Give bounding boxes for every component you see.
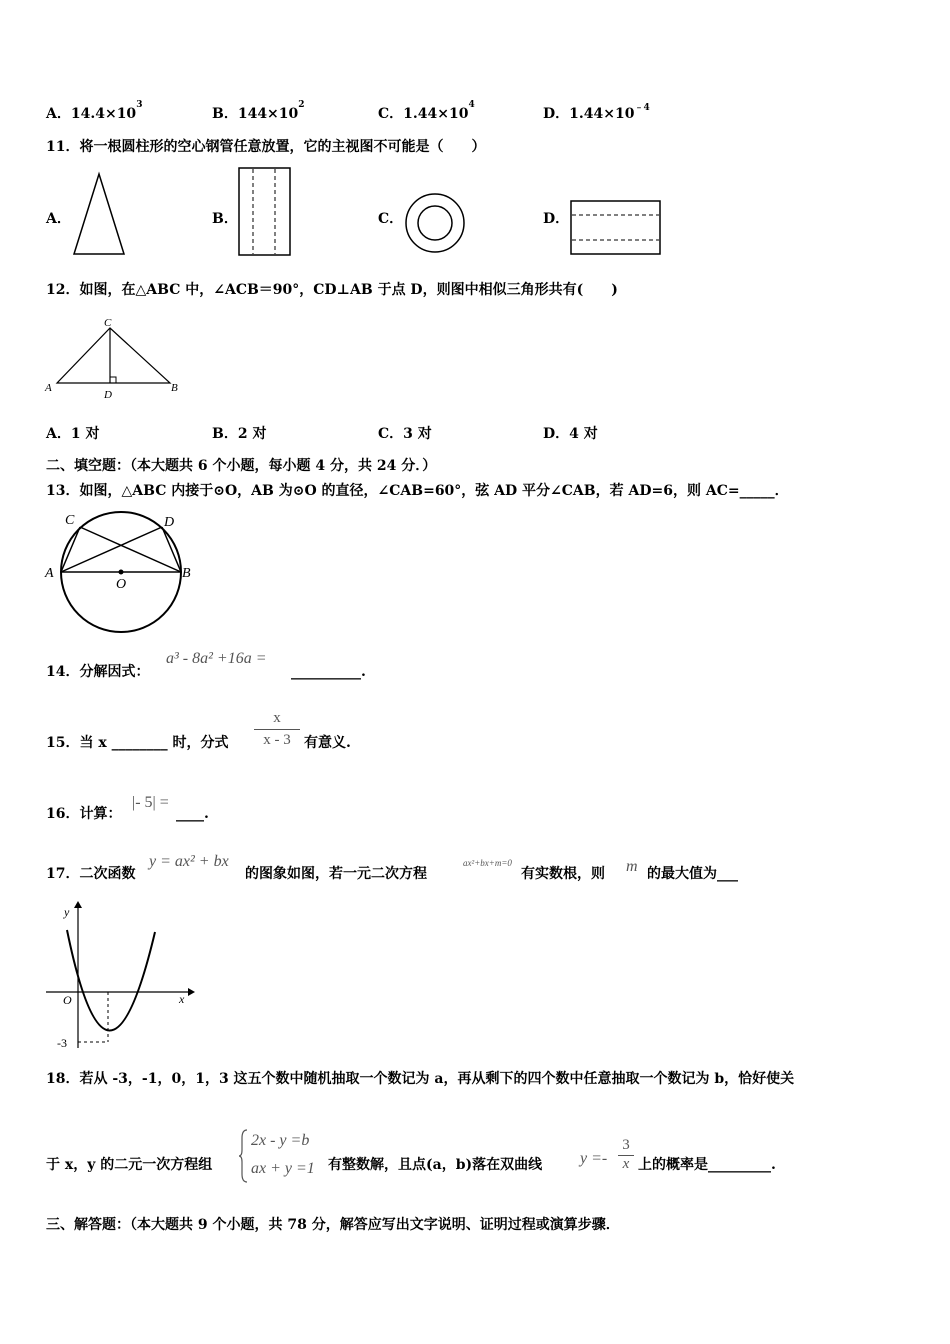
q18-curve-lhs: y =- xyxy=(580,1150,608,1167)
q11-option-c: C． xyxy=(378,211,404,227)
q13-label-c: C xyxy=(65,513,75,528)
q18-prefix: 于 x，y 的二元一次方程组 xyxy=(46,1157,213,1173)
q15-fraction xyxy=(254,710,300,749)
q18-brace xyxy=(239,1128,249,1184)
q11-option-a: A． xyxy=(46,211,71,227)
q12-option-a: A．1 对 xyxy=(46,426,100,442)
q17-label-minus3: -3 xyxy=(57,1036,67,1050)
q16-blank: ____. xyxy=(176,806,209,822)
q12-option-c: C．3 对 xyxy=(378,426,432,442)
q12-stem: 12．如图，在△ABC 中，∠ACB＝90°，CD⊥AB 于点 D，则图中相似三角形共有( ) xyxy=(46,282,618,298)
q17-label-y: y xyxy=(64,905,70,919)
q12-label-d: D xyxy=(104,389,112,401)
q17-mid2: 有实数根，则 xyxy=(521,866,605,882)
q18-equation-1: 2x - y =b xyxy=(251,1132,310,1149)
q18-suffix: 上的概率是_________. xyxy=(638,1157,776,1173)
q12-option-b: B．2 对 xyxy=(212,426,267,442)
q10-option-a: A．$14.4\times 10^3$ xyxy=(46,100,143,122)
q10-option-d: D．$1.44\times 10^{﹣4}$ xyxy=(543,103,650,122)
q14-prefix: 14．分解因式： xyxy=(46,664,150,680)
q13-label-a: A xyxy=(45,566,54,581)
q13-label-b: B xyxy=(182,566,191,581)
q18-mid: 有整数解，且点(a，b)落在双曲线 xyxy=(328,1157,543,1173)
q18-equation-2: ax + y =1 xyxy=(251,1160,315,1177)
q18-curve-numerator: 3 xyxy=(622,1137,630,1153)
q15-denominator: x - 3 xyxy=(254,729,300,749)
q17-suffix: 的最大值为___ xyxy=(647,866,738,882)
q11-option-b: B． xyxy=(212,211,238,227)
q14-expression: a³ - 8a² +16a = xyxy=(166,650,267,667)
section-3-heading: 三、解答题：（本大题共 9 个小题，共 78 分，解答应写出文字说明、证明过程或演算步骤． xyxy=(46,1217,620,1233)
q11-figure-c-rings xyxy=(404,192,466,254)
section-2-heading: 二、填空题：（本大题共 6 个小题，每小题 4 分，共 24 分．） xyxy=(46,458,437,474)
q15-suffix: 有意义. xyxy=(304,735,351,751)
q12-figure-triangle xyxy=(40,315,190,403)
q12-label-c: C xyxy=(104,317,112,329)
q13-stem: 13．如图，△ABC 内接于⊙O，AB 为⊙O 的直径，∠CAB=60°，弦 AD 平分∠CAB，若 AD=6，则 AC=_____． xyxy=(46,483,789,499)
q10-option-b: B．$144\times 10^2$ xyxy=(212,100,305,122)
q17-figure-parabola xyxy=(40,900,195,1055)
q17-label-o: O xyxy=(63,993,72,1007)
q15-numerator: x xyxy=(273,710,281,726)
q17-prefix: 17．二次函数 xyxy=(46,866,136,882)
q18-curve-fraction xyxy=(618,1137,634,1173)
q16-expression: |- 5| = xyxy=(132,794,169,811)
q16-prefix: 16．计算： xyxy=(46,806,122,822)
q17-function: y = ax² + bx xyxy=(149,853,229,870)
q15-prefix: 15．当 x ________ 时，分式 xyxy=(46,735,229,751)
q17-equation: ax²+bx+m=0 xyxy=(463,858,512,868)
q14-blank: __________. xyxy=(291,664,366,680)
q12-label-b: B xyxy=(171,382,178,394)
q13-figure-circle xyxy=(40,505,200,640)
q11-stem: 11．将一根圆柱形的空心钢管任意放置，它的主视图不可能是（ ） xyxy=(46,139,486,155)
q12-label-a: A xyxy=(45,382,52,394)
q11-option-d: D． xyxy=(543,211,570,227)
q17-var-m: m xyxy=(626,858,638,875)
q17-mid: 的图象如图，若一元二次方程 xyxy=(245,866,427,882)
q13-label-d: D xyxy=(164,515,175,530)
q11-figure-a-triangle xyxy=(72,172,127,256)
q10-option-c: C．$1.44\times 10^4$ xyxy=(378,100,475,122)
q12-option-d: D．4 对 xyxy=(543,426,598,442)
q18-line1: 18．若从 -3，-1，0，1，3 这五个数中随机抽取一个数记为 a，再从剩下的四个数中任意抽取一个数记为 b，恰好使关 xyxy=(46,1071,795,1087)
q17-label-x: x xyxy=(179,992,185,1006)
q11-figure-b-rect xyxy=(238,167,292,257)
q18-curve-denominator: x xyxy=(618,1155,634,1173)
q11-figure-d-rect xyxy=(570,200,662,256)
q13-label-o: O xyxy=(116,577,127,592)
